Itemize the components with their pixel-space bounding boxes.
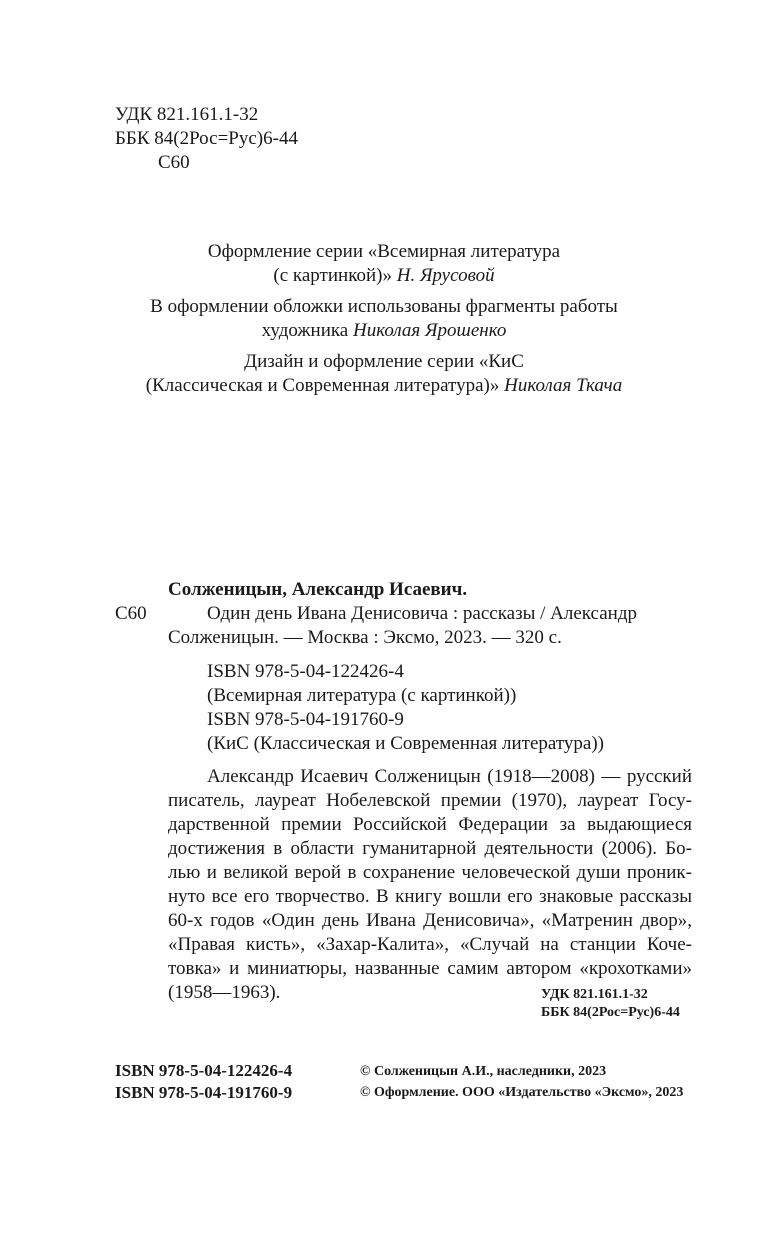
isbn2-series: (КиС (Классическая и Современная литература)) xyxy=(207,733,604,754)
design-credit-line2: (Классическая и Современная литература)» Николая Ткача xyxy=(145,375,623,396)
isbn2-line: ISBN 978-5-04-191760-9 xyxy=(207,709,404,730)
design-credit-line1: Дизайн и оформление серии «КиС xyxy=(244,351,524,372)
annotation-line: (1958—1963). xyxy=(168,982,281,1003)
series-design-line2: (с картинкой)» Н. Ярусовой xyxy=(273,265,495,286)
annotation-line: лью и великой верой в сохранение человеческой души проник- xyxy=(168,862,692,883)
annotation-line: 60-х годов «Один день Ивана Денисовича», «Матренин двор», xyxy=(168,910,692,931)
annotation-line: Александр Исаевич Солженицын (1918—2008) — русский xyxy=(207,766,692,787)
copyright-design: © Оформление. ООО «Издательство «Эксмо», 2023 xyxy=(360,1085,684,1100)
annotation-line: дарственной премии Российской Федерации за выдающиеся xyxy=(168,814,692,835)
udk-code: УДК 821.161.1-32 xyxy=(115,104,259,125)
annotation-line: писатель, лауреат Нобелевской премии (1970), лауреат Госу- xyxy=(168,790,692,811)
annotation-line: товка» и миниатюры, названные самим автором «крохотками» xyxy=(168,958,692,979)
title-line1: Один день Ивана Денисовича : рассказы / Александр xyxy=(207,603,637,624)
author-heading: Солженицын, Александр Исаевич. xyxy=(168,579,468,600)
author-mark: С60 xyxy=(158,152,190,173)
cover-credit-line1: В оформлении обложки использованы фрагменты работы xyxy=(150,296,618,317)
bbk-code: ББК 84(2Рос=Рус)6-44 xyxy=(115,128,298,149)
footer-udk: УДК 821.161.1-32 xyxy=(541,987,648,1002)
isbn1-series: (Всемирная литература (с картинкой)) xyxy=(207,685,517,706)
copyright-author: © Солженицын А.И., наследники, 2023 xyxy=(360,1064,607,1079)
series-design-line1: Оформление серии «Всемирная литература xyxy=(207,241,561,262)
series-designer-name: Н. Ярусовой xyxy=(396,265,495,286)
annotation-line: достижения в области гуманитарной деятельности (2006). Бо- xyxy=(168,838,692,859)
bottom-isbn2: ISBN 978-5-04-191760-9 xyxy=(115,1083,293,1102)
cover-credit-line2: художника Николая Ярошенко xyxy=(261,320,507,341)
cover-artist-name: Николая Ярошенко xyxy=(353,320,507,341)
catalog-author-mark: С60 xyxy=(115,603,147,624)
designer-name: Николая Ткача xyxy=(504,375,623,396)
footer-bbk: ББК 84(2Рос=Рус)6-44 xyxy=(541,1005,680,1020)
bottom-isbn1: ISBN 978-5-04-122426-4 xyxy=(115,1061,293,1080)
title-line2: Солженицын. — Москва : Эксмо, 2023. — 320 с. xyxy=(168,627,562,648)
isbn1-line: ISBN 978-5-04-122426-4 xyxy=(207,661,404,682)
annotation-line: «Правая кисть», «Захар-Калита», «Случай на станции Коче- xyxy=(168,934,692,955)
annotation-line: нуто все его творчество. В книгу вошли его знаковые рассказы xyxy=(168,886,692,907)
